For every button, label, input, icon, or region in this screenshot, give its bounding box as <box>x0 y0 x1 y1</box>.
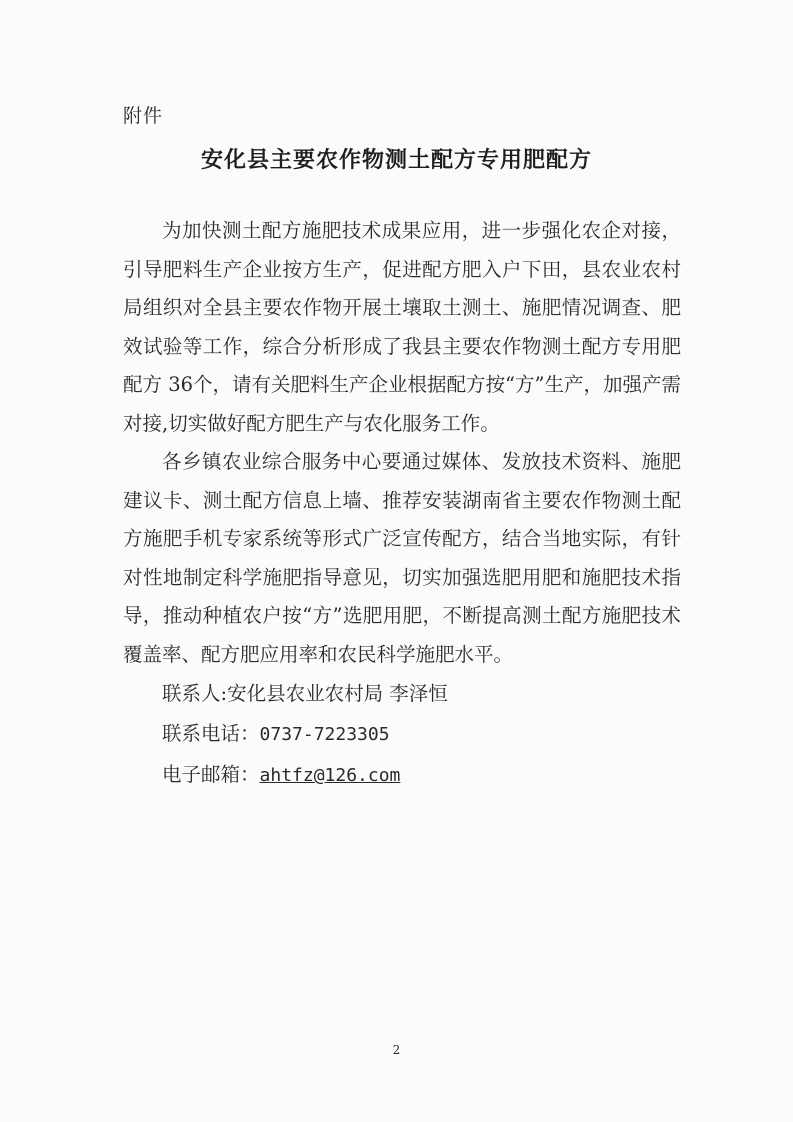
contact-email <box>123 755 681 796</box>
contact-person <box>123 674 681 714</box>
page-number: 2 <box>392 1043 401 1057</box>
contact-email-label: 电子邮箱： <box>162 763 260 786</box>
document-body <box>123 212 681 796</box>
contact-phone-value: 0737-7223305 <box>259 724 390 745</box>
contact-phone <box>123 714 681 755</box>
document-title: 安化县主要农作物测土配方专用肥配方 <box>200 147 592 173</box>
annex-label: 附件 <box>123 105 164 127</box>
contact-phone-label: 联系电话： <box>162 722 260 745</box>
contact-email-link[interactable]: ahtfz@126.com <box>259 765 401 786</box>
paragraph-2: 各乡镇农业综合服务中心要通过媒体、发放技术资料、施肥建议卡、测土配方信息上墙、推荐安装湖南省主要农作物测土配方施肥手机专家系统等形式广泛宣传配方，结合当地实际，有针对性地制定科学施肥指导意见，切实加强选肥用肥和施肥技术指导，推动种植农户按“方”选肥用肥，不断提高测土配方施肥技术覆盖率、配方肥应用率和农民科学施肥水平。 <box>123 450 681 666</box>
contact-person-label: 联系人: <box>162 682 228 705</box>
contact-person-value: 安化县农业农村局 李泽恒 <box>227 682 448 705</box>
paragraph-1: 为加快测土配方施肥技术成果应用，进一步强化农企对接，引导肥料生产企业按方生产，促进配方肥入户下田，县农业农村局组织对全县主要农作物开展土壤取土测土、施肥情况调查、肥效试验等工作，综合分析形成了我县主要农作物测土配方专用肥配方 36个，请有关肥料生产企业根据配方按“方”生产，加强产需对接,切实做好配方肥生产与农化服务工作。 <box>123 219 681 435</box>
